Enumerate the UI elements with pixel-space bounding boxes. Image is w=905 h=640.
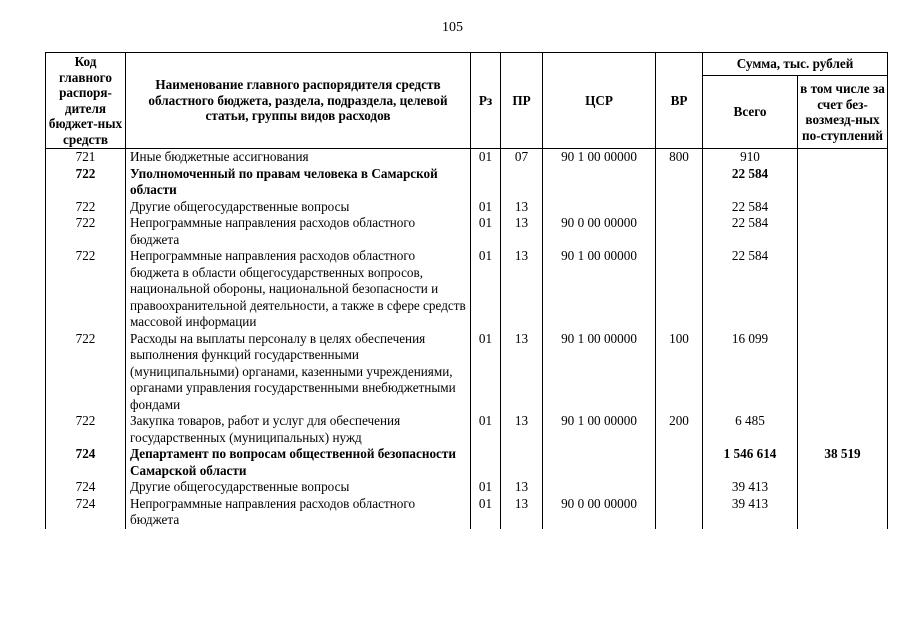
table-row [46, 331, 888, 414]
table-row [46, 479, 888, 496]
cell-rz: 01 [471, 215, 501, 248]
cell-pr [501, 166, 543, 199]
cell-rz: 01 [471, 248, 501, 331]
budget-table [45, 52, 888, 529]
cell-rz: 01 [471, 496, 501, 529]
cell-vr [656, 166, 703, 199]
cell-rz: 01 [471, 331, 501, 414]
cell-incl [798, 479, 888, 496]
page-number: 105 [442, 20, 463, 35]
header-incl: в том числе за счет без-возмезд-ных по-ступлений [798, 76, 888, 149]
cell-vr [656, 496, 703, 529]
cell-vr [656, 215, 703, 248]
table-row [46, 215, 888, 248]
cell-pr: 13 [501, 215, 543, 248]
cell-pr: 13 [501, 413, 543, 446]
header-csr: ЦСР [543, 53, 656, 149]
cell-code: 721 [46, 149, 126, 166]
cell-total: 22 584 [703, 199, 798, 216]
cell-total: 910 [703, 149, 798, 166]
table-row [46, 199, 888, 216]
cell-pr: 13 [501, 331, 543, 414]
cell-rz: 01 [471, 149, 501, 166]
cell-incl: 38 519 [798, 446, 888, 479]
cell-total: 22 584 [703, 215, 798, 248]
cell-name: Закупка товаров, работ и услуг для обеспечения государственных (муниципальных) нужд [126, 413, 471, 446]
cell-csr: 90 0 00 00000 [543, 496, 656, 529]
cell-incl [798, 166, 888, 199]
cell-total: 39 413 [703, 479, 798, 496]
cell-name: Непрограммные направления расходов областного бюджета [126, 215, 471, 248]
cell-total: 22 584 [703, 166, 798, 199]
cell-rz: 01 [471, 479, 501, 496]
cell-total: 16 099 [703, 331, 798, 414]
table-body [46, 149, 888, 529]
cell-vr: 200 [656, 413, 703, 446]
header-code: Код главного распоря-дителя бюджет-ных средств [46, 53, 126, 149]
cell-name: Другие общегосударственные вопросы [126, 479, 471, 496]
header-vr: ВР [656, 53, 703, 149]
cell-pr: 13 [501, 479, 543, 496]
cell-code: 722 [46, 248, 126, 331]
cell-vr [656, 446, 703, 479]
cell-pr [501, 446, 543, 479]
cell-pr: 13 [501, 496, 543, 529]
table-row [46, 248, 888, 331]
table-row [46, 496, 888, 529]
cell-name: Департамент по вопросам общественной безопасности Самарской области [126, 446, 471, 479]
cell-incl [798, 331, 888, 414]
cell-name: Другие общегосударственные вопросы [126, 199, 471, 216]
header-total: Всего [703, 76, 798, 149]
cell-name: Иные бюджетные ассигнования [126, 149, 471, 166]
table-row [46, 149, 888, 166]
cell-name: Расходы на выплаты персоналу в целях обеспечения выполнения функций государственными (муниципальными) органами, казенными учреждениями, органами управления государственными внебюджетными фондами [126, 331, 471, 414]
cell-incl [798, 149, 888, 166]
cell-csr: 90 1 00 00000 [543, 149, 656, 166]
cell-code: 722 [46, 215, 126, 248]
cell-total: 6 485 [703, 413, 798, 446]
header-pr: ПР [501, 53, 543, 149]
cell-csr: 90 1 00 00000 [543, 413, 656, 446]
table-row [46, 166, 888, 199]
cell-rz: 01 [471, 413, 501, 446]
cell-incl [798, 496, 888, 529]
cell-incl [798, 413, 888, 446]
cell-csr [543, 166, 656, 199]
cell-vr [656, 479, 703, 496]
cell-vr: 100 [656, 331, 703, 414]
cell-incl [798, 248, 888, 331]
cell-vr [656, 248, 703, 331]
cell-code: 722 [46, 199, 126, 216]
cell-name: Уполномоченный по правам человека в Самарской области [126, 166, 471, 199]
cell-csr: 90 0 00 00000 [543, 215, 656, 248]
cell-vr [656, 199, 703, 216]
table-header [46, 53, 888, 149]
header-sum: Сумма, тыс. рублей [703, 53, 888, 76]
cell-csr [543, 199, 656, 216]
cell-incl [798, 199, 888, 216]
cell-code: 722 [46, 331, 126, 414]
cell-pr: 13 [501, 248, 543, 331]
table-row [46, 446, 888, 479]
cell-rz: 01 [471, 199, 501, 216]
cell-total: 39 413 [703, 496, 798, 529]
cell-pr: 07 [501, 149, 543, 166]
cell-csr [543, 479, 656, 496]
cell-csr: 90 1 00 00000 [543, 331, 656, 414]
table-row [46, 413, 888, 446]
cell-total: 22 584 [703, 248, 798, 331]
cell-name: Непрограммные направления расходов областного бюджета в области общегосударственных вопросов, национальной обороны, национальной безопасности и правоохранительной деятельности, а также в сфере средств массовой информации [126, 248, 471, 331]
cell-incl [798, 215, 888, 248]
cell-code: 724 [46, 479, 126, 496]
cell-rz [471, 166, 501, 199]
cell-code: 722 [46, 413, 126, 446]
cell-vr: 800 [656, 149, 703, 166]
cell-csr: 90 1 00 00000 [543, 248, 656, 331]
cell-code: 724 [46, 446, 126, 479]
cell-rz [471, 446, 501, 479]
header-rz: Рз [471, 53, 501, 149]
cell-code: 724 [46, 496, 126, 529]
cell-csr [543, 446, 656, 479]
cell-pr: 13 [501, 199, 543, 216]
header-name: Наименование главного распорядителя средств областного бюджета, раздела, подраздела, целевой статьи, группы видов расходов [126, 53, 471, 149]
cell-name: Непрограммные направления расходов областного бюджета [126, 496, 471, 529]
cell-code: 722 [46, 166, 126, 199]
cell-total: 1 546 614 [703, 446, 798, 479]
